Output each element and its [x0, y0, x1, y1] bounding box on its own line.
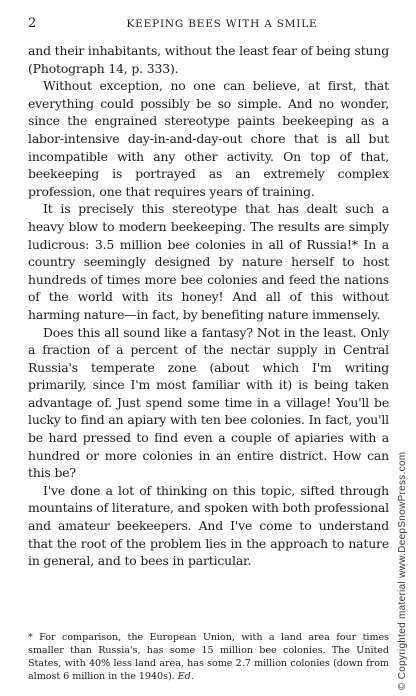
footnote	[28, 631, 389, 683]
body-text	[28, 42, 389, 570]
page-number: 2	[28, 16, 37, 31]
editor-mark: Ed.	[177, 671, 194, 682]
paragraph: and their inhabitants, without the least fear of being stung (Photograph 14, p. 333).	[28, 43, 389, 76]
copyright-watermark: © Copyrighted material www.DeepSnowPress.com	[397, 451, 408, 690]
paragraph: It is precisely this stereotype that has dealt such a heavy blow to modern beekeeping. The results are simply ludicrous: 3.5 million bee colonies in all of Russia!* In a country seemingly designed by nature herself to host hundreds of times more bee colonies and feed the nations of the world with its honey! And all of this without harming nature—in fact, by benefiting nature immensely.	[28, 201, 389, 322]
footnote-body: * For comparison, the European Union, with a land area four times smaller than Russia's, has some 15 million bee colonies. The United States, with 40% less land area, has some 2.7 million colonies (down from almost 6 million in the 1940s).	[28, 632, 389, 682]
paragraph: I've done a lot of thinking on this topic, sifted through mountains of literature, and spoken with both professional and amateur beekeepers. And I've come to understand that the root of the problem lies in the approach to nature in general, and to bees in particular.	[28, 482, 389, 569]
paragraph: Without exception, no one can believe, at first, that everything could possibly be so simple. And no wonder, since the engrained stereotype paints beekeeping as a labor-intensive day-in-and-day-out chore that is all but incompatible with any other activity. On top of that, beekeeping is portrayed as an extremely complex profession, one that requires years of training.	[28, 78, 389, 199]
paragraph: Does this all sound like a fantasy? Not in the least. Only a fraction of a percent of the nectar supply in Central Russia's temperate zone (about which I'm writing primarily, since I'm most familiar with it) is being taken advantage of. Just spend some time in a village! You'll be lucky to find an apiary with ten bee colonies. In fact, you'll be hard pressed to find even a couple of apiaries with a hundred or more colonies in an entire district. How can this be?	[28, 324, 389, 481]
running-head: KEEPING BEES WITH A SMILE	[126, 18, 318, 30]
footnote-text	[28, 631, 389, 683]
